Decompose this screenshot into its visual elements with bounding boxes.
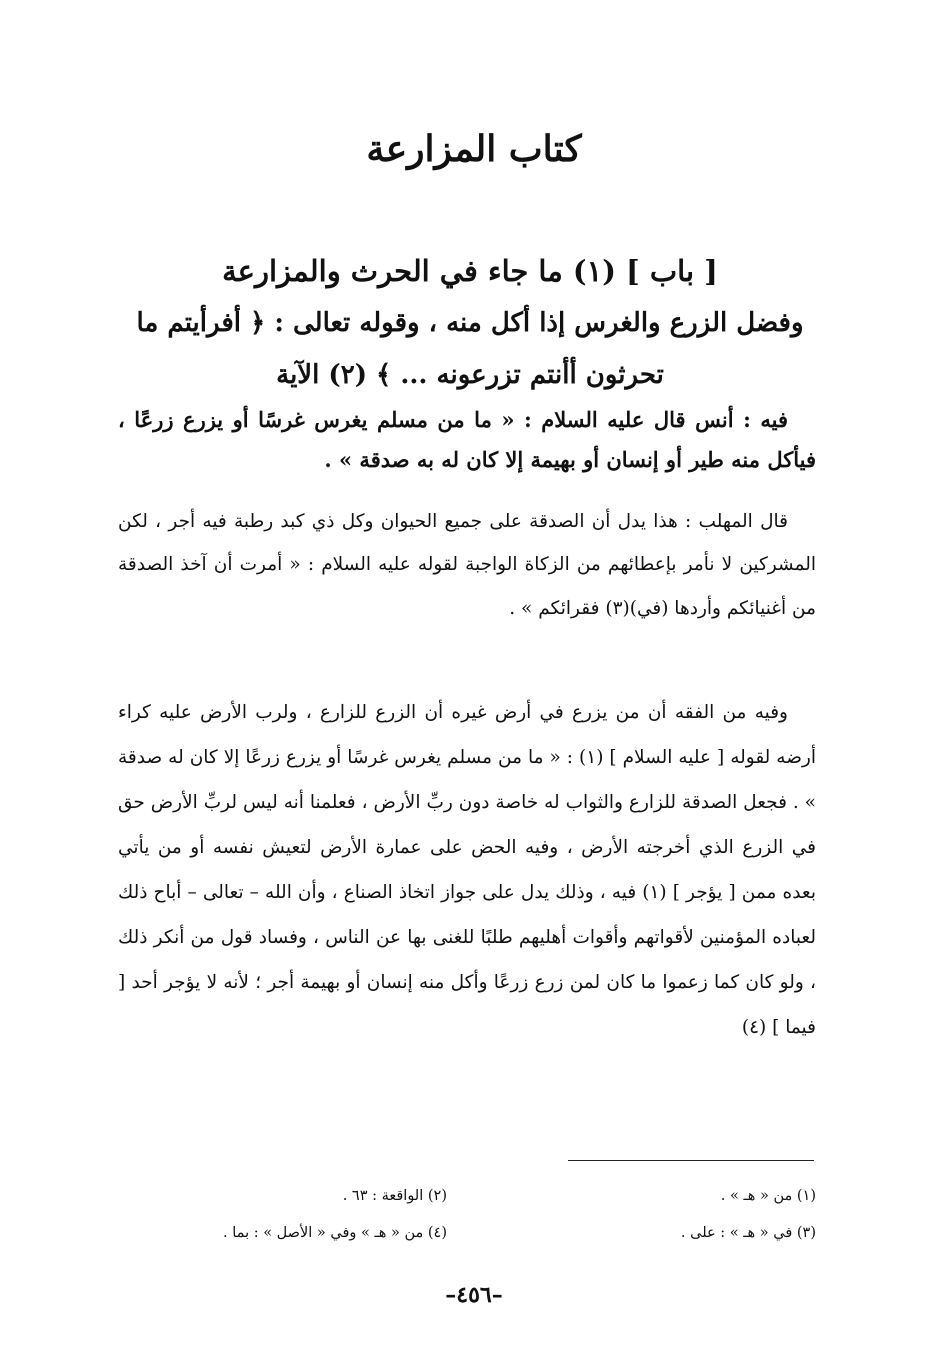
paragraph-1-body: قال المهلب : هذا يدل أن الصدقة على جميع الحيوان وكل ذي كبد رطبة فيه أجر ، لكن المشركين لا نأمر بإعطائهم من الزكاة الواجبة لقوله عليه السلام : « أمرت أن آخذ الصدقة من أغنيائكم وأردها (في)(٣) فقرائكم » . [118, 511, 816, 619]
page-number: –٤٥٦– [445, 1282, 503, 1308]
commentary-paragraph-2 [118, 690, 816, 1050]
footnote-1: (١) من « هـ » . [720, 1188, 816, 1204]
chapter-heading [125, 245, 815, 401]
footnote-separator [568, 1160, 814, 1161]
book-title: كتاب المزارعة [366, 128, 582, 170]
chapter-heading-line-1: [ باب ] (١) ما جاء في الحرث والمزارعة [222, 254, 718, 288]
footnote-4: (٤) من « هـ » وفي « الأصل » : بما . [223, 1225, 447, 1241]
hadith-body: فيه : أنس قال عليه السلام : « ما من مسلم يغرس غرسًا أو يزرع زرعًا ، فيأكل منه طير أو إنسان أو بهيمة إلا كان له به صدقة » . [118, 407, 816, 472]
chapter-heading-line-2: وفضل الزرع والغرس إذا أكل منه ، وقوله تعالى : ﴿ أفرأيتم ما [136, 308, 804, 338]
footnotes [118, 1178, 816, 1252]
chapter-heading-line-3: تحرثون أأنتم تزرعونه ... ﴾ (٢) الآية [276, 360, 664, 390]
hadith-text [118, 400, 816, 480]
footnote-3: (٣) في « هـ » : على . [680, 1225, 816, 1241]
paragraph-2-body: وفيه من الفقه أن من يزرع في أرض غيره أن الزرع للزارع ، ولرب الأرض عليه كراء أرضه لقوله [ عليه السلام ] (١) : « ما من مسلم يغرس غرسًا أو يزرع زرعًا إلا كان له صدقة » . فجعل الصدقة للزارع والثواب له خاصة دون ربِّ الأرض ، فعلمنا أنه ليس لربِّ الأرض حق في الزرع الذي أخرجته الأرض ، وفيه الحض على عمارة الأرض لتعيش نفسه أو من يأتي بعده ممن [ يؤجر ] (١) فيه ، وذلك يدل على جواز اتخاذ الصناع ، وأن الله – تعالى – أباح ذلك لعباده المؤمنين لأقواتهم وأقوات أهليهم طلبًا للغنى بها عن الناس ، وفساد قول من أنكر ذلك ، ولو كان كما زعموا ما كان لمن زرع زرعًا وأكل منه إنسان أو بهيمة أجر ؛ لأنه لا يؤجر أحد [ فيما ] (٤) [118, 702, 816, 1038]
commentary-paragraph-1 [118, 500, 816, 630]
footnote-2: (٢) الواقعة : ٦٣ . [342, 1188, 447, 1204]
